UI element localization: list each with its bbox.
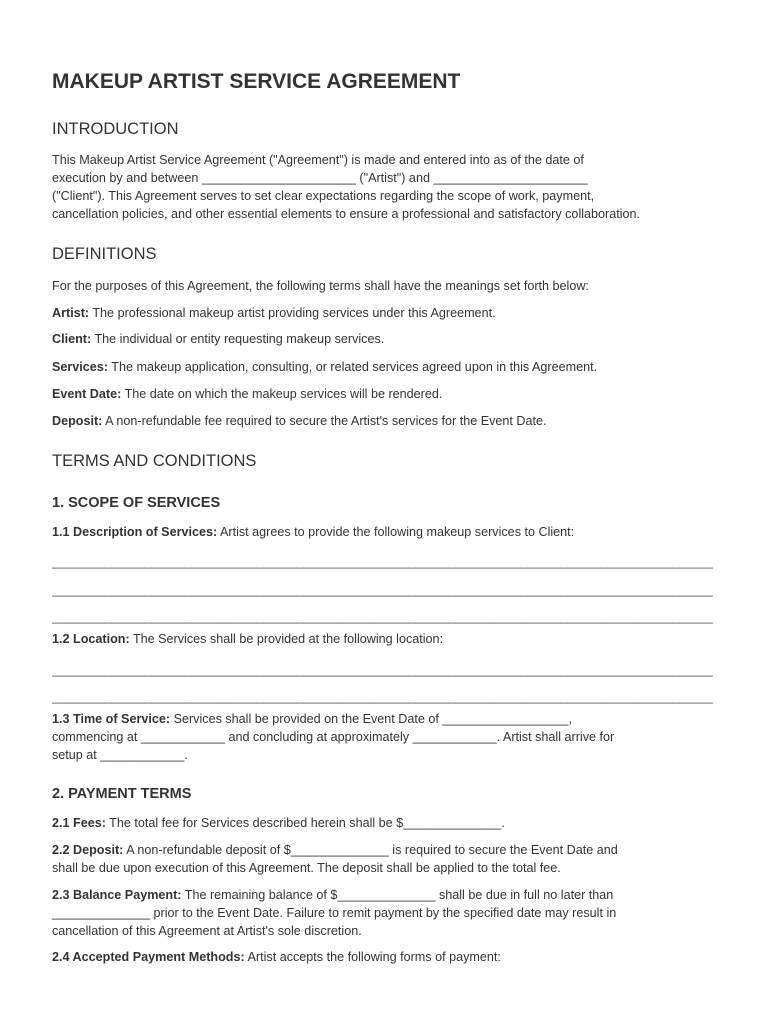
clause-2-3 (52, 886, 720, 940)
clause-text: setup at ____________. (52, 748, 188, 762)
clause-text: Artist accepts the following forms of payment: (244, 950, 501, 964)
payment-heading: 2. PAYMENT TERMS (52, 786, 192, 802)
definition-text: A non-refundable fee required to secure the Artist's services for the Event Date. (102, 414, 547, 428)
definition-services (52, 358, 720, 376)
intro-line: This Makeup Artist Service Agreement ("Agreement") is made and entered into as of the date of (52, 153, 584, 167)
definition-text: The date on which the makeup services will be rendered. (121, 387, 443, 401)
intro-line: cancellation policies, and other essential elements to ensure a professional and satisfactory collaboration. (52, 207, 641, 221)
blank-line: ____________________________________________________________________________________________________ (52, 690, 713, 704)
clause-label: 2.4 Accepted Payment Methods: (52, 950, 245, 964)
definition-text: The individual or entity requesting makeup services. (91, 332, 385, 346)
definition-client (52, 330, 720, 348)
definition-event-date (52, 385, 720, 403)
clause-text: The Services shall be provided at the following location: (129, 632, 444, 646)
blank-line: ____________________________________________________________________________________________________ (52, 555, 713, 569)
clause-label: 1.3 Time of Service: (52, 712, 171, 726)
blank-line: ____________________________________________________________________________________________________ (52, 610, 713, 624)
document-title: MAKEUP ARTIST SERVICE AGREEMENT (52, 70, 461, 93)
clause-text: commencing at ____________ and concluding at approximately ____________. Artist shall arrive for (52, 730, 615, 744)
intro-line: ("Client"). This Agreement serves to set clear expectations regarding the scope of work, payment, (52, 189, 595, 203)
clause-2-1 (52, 814, 720, 832)
clause-text: The total fee for Services described herein shall be $______________. (105, 816, 505, 830)
clause-1-3 (52, 710, 720, 764)
definition-term: Client: (52, 332, 92, 346)
clause-label: 1.1 Description of Services: (52, 525, 218, 539)
clause-2-2 (52, 841, 720, 877)
clause-text: ______________ prior to the Event Date. Failure to remit payment by the specified date may result in (52, 906, 617, 920)
definition-text: The professional makeup artist providing services under this Agreement. (89, 306, 496, 320)
definition-artist (52, 304, 720, 322)
clause-1-1 (52, 523, 720, 541)
blank-line: ____________________________________________________________________________________________________ (52, 583, 713, 597)
clause-text: shall be due upon execution of this Agreement. The deposit shall be applied to the total fee. (52, 861, 561, 875)
definition-term: Deposit: (52, 414, 103, 428)
terms-heading: TERMS AND CONDITIONS (52, 452, 257, 470)
clause-label: 2.1 Fees: (52, 816, 106, 830)
clause-label: 2.3 Balance Payment: (52, 888, 182, 902)
definitions-lead: For the purposes of this Agreement, the following terms shall have the meanings set forth below: (52, 279, 589, 293)
clause-text: Services shall be provided on the Event Date of __________________, (170, 712, 572, 726)
clause-text: The remaining balance of $______________ shall be due in full no later than (181, 888, 614, 902)
definition-text: The makeup application, consulting, or related services agreed upon in this Agreement. (108, 360, 598, 374)
introduction-heading: INTRODUCTION (52, 120, 179, 138)
clause-label: 2.2 Deposit: (52, 843, 124, 857)
intro-line: execution by and between ______________________ ("Artist") and ______________________ (52, 171, 588, 185)
definition-term: Event Date: (52, 387, 122, 401)
scope-heading: 1. SCOPE OF SERVICES (52, 495, 221, 511)
clause-text: Artist agrees to provide the following makeup services to Client: (217, 525, 575, 539)
definition-term: Services: (52, 360, 109, 374)
clause-text: A non-refundable deposit of $______________ is required to secure the Event Date and (123, 843, 618, 857)
clause-1-2 (52, 630, 720, 648)
definitions-heading: DEFINITIONS (52, 245, 157, 263)
definition-term: Artist: (52, 306, 90, 320)
clause-2-4 (52, 948, 720, 966)
definition-deposit (52, 412, 720, 430)
introduction-paragraph (52, 151, 720, 223)
blank-line: ____________________________________________________________________________________________________ (52, 663, 713, 677)
clause-text: cancellation of this Agreement at Artist's sole discretion. (52, 924, 362, 938)
clause-label: 1.2 Location: (52, 632, 130, 646)
